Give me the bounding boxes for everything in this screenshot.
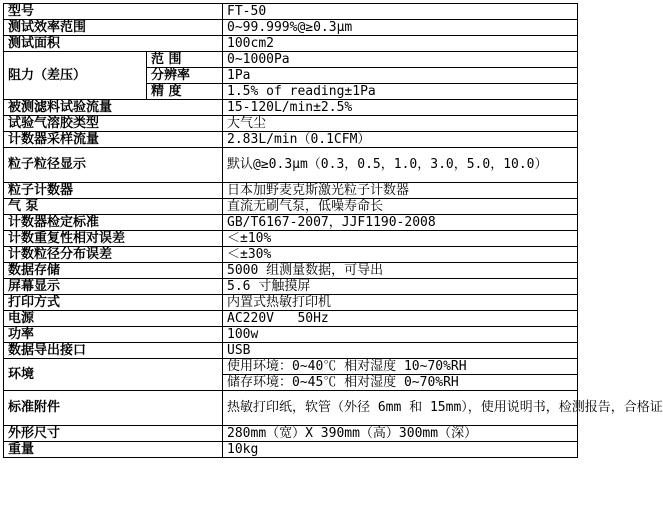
table-row (4, 263, 578, 279)
table-row (4, 391, 578, 426)
row-label: 被测滤料试验流量 (4, 100, 223, 116)
row-label: 计数器检定标准 (4, 215, 223, 231)
table-row (4, 327, 578, 343)
row-value: ＜±30% (223, 247, 578, 263)
row-value: 使用环境：0~40℃ 相对湿度 10~70%RH (223, 359, 578, 375)
row-label: 阻力（差压） (4, 52, 147, 100)
table-row (4, 442, 578, 458)
table-row (4, 199, 578, 215)
table-row (4, 231, 578, 247)
table-row (4, 36, 578, 52)
row-value: 内置式热敏打印机 (223, 295, 578, 311)
row-value: 1Pa (223, 68, 578, 84)
sub-label: 精 度 (147, 84, 223, 100)
sub-label: 范 围 (147, 52, 223, 68)
row-value: AC220V 50Hz (223, 311, 578, 327)
row-label: 电源 (4, 311, 223, 327)
table-row (4, 4, 578, 20)
sub-label: 分辨率 (147, 68, 223, 84)
table-row (4, 20, 578, 36)
table-row (4, 426, 578, 442)
table-row (4, 116, 578, 132)
row-label: 屏幕显示 (4, 279, 223, 295)
row-label: 试验气溶胶类型 (4, 116, 223, 132)
table-row (4, 52, 578, 68)
table-row (4, 148, 578, 183)
row-label: 粒子计数器 (4, 183, 223, 199)
row-value: ＜±10% (223, 231, 578, 247)
row-label: 外形尺寸 (4, 426, 223, 442)
row-label: 数据存储 (4, 263, 223, 279)
row-label: 测试效率范围 (4, 20, 223, 36)
row-label: 计数粒径分布误差 (4, 247, 223, 263)
row-value: 15-120L/min±2.5% (223, 100, 578, 116)
row-value: USB (223, 343, 578, 359)
row-value: 储存环境：0~45℃ 相对湿度 0~70%RH (223, 375, 578, 391)
row-value: 0~99.999%@≥0.3μm (223, 20, 578, 36)
row-value: 5.6 寸触摸屏 (223, 279, 578, 295)
table-row (4, 100, 578, 116)
table-row (4, 215, 578, 231)
row-label: 计数重复性相对误差 (4, 231, 223, 247)
table-row (4, 311, 578, 327)
table-row (4, 295, 578, 311)
table-row (4, 359, 578, 375)
table-row (4, 343, 578, 359)
row-value: 100cm2 (223, 36, 578, 52)
row-label: 打印方式 (4, 295, 223, 311)
row-value: 1.5% of reading±1Pa (223, 84, 578, 100)
table-row (4, 183, 578, 199)
row-label: 粒子粒径显示 (4, 148, 223, 183)
spec-table (3, 3, 663, 458)
row-value: GB/T6167-2007，JJF1190-2008 (223, 215, 578, 231)
row-value: 100w (223, 327, 578, 343)
table-row (4, 279, 578, 295)
row-label: 标准附件 (4, 391, 223, 426)
row-value: FT-50 (223, 4, 578, 20)
row-label: 功率 (4, 327, 223, 343)
row-value: 2.83L/min（0.1CFM） (223, 132, 578, 148)
table-row (4, 132, 578, 148)
row-label: 型号 (4, 4, 223, 20)
row-label: 测试面积 (4, 36, 223, 52)
row-value: 0~1000Pa (223, 52, 578, 68)
row-value: 10kg (223, 442, 578, 458)
row-value: 默认@≥0.3μm（0.3，0.5，1.0，3.0，5.0，10.0） (223, 148, 578, 183)
row-value: 直流无刷气泵，低噪寿命长 (223, 199, 578, 215)
row-value: 280mm（宽）X 390mm（高）300mm（深） (223, 426, 578, 442)
row-label: 计数器采样流量 (4, 132, 223, 148)
row-label: 气 泵 (4, 199, 223, 215)
row-value: 日本加野麦克斯激光粒子计数器 (223, 183, 578, 199)
row-value: 大气尘 (223, 116, 578, 132)
table-row (4, 247, 578, 263)
row-label: 环境 (4, 359, 223, 391)
row-label: 重量 (4, 442, 223, 458)
row-value: 热敏打印纸，软管（外径 6mm 和 15mm），使用说明书，检测报告，合格证 (223, 391, 578, 426)
row-value: 5000 组测量数据，可导出 (223, 263, 578, 279)
row-label: 数据导出接口 (4, 343, 223, 359)
